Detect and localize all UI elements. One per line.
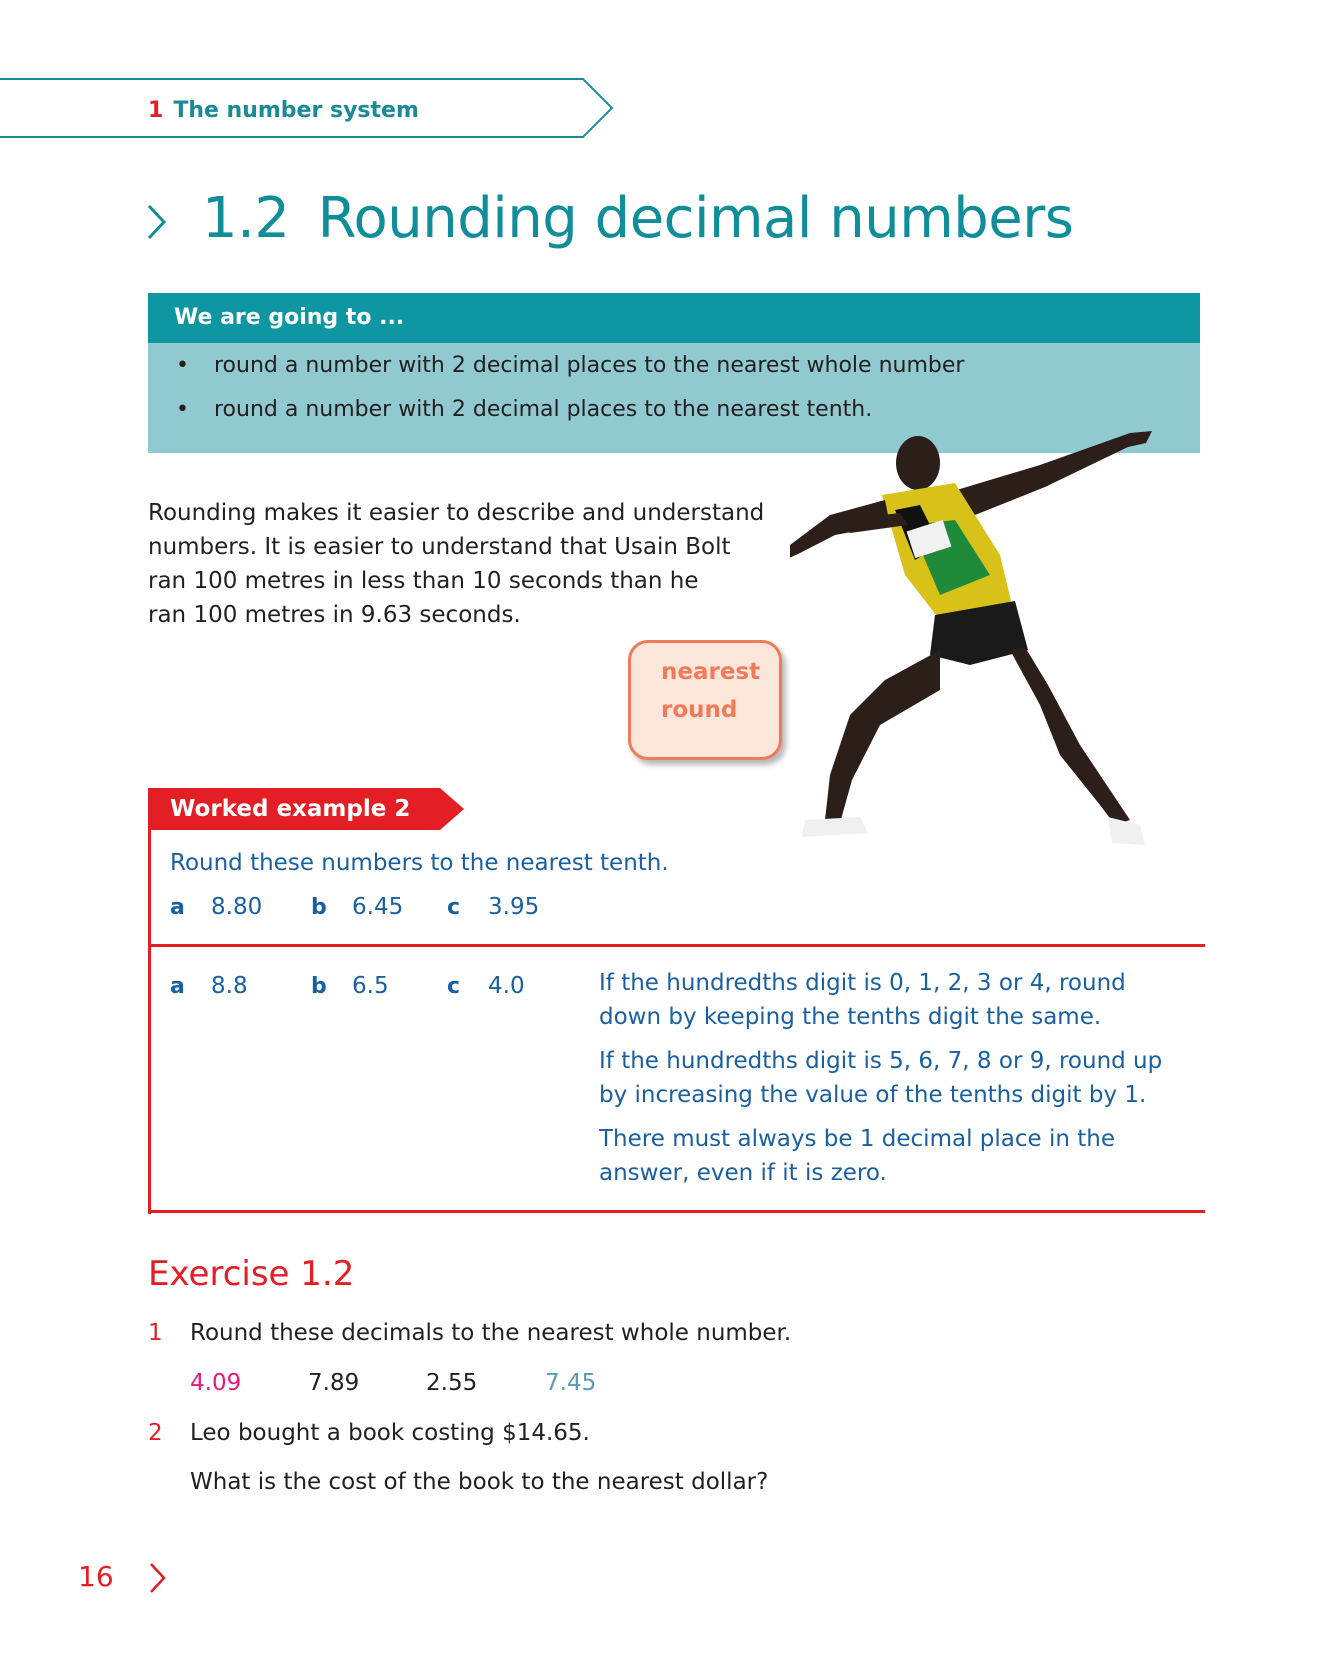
athlete-photo xyxy=(790,425,1200,885)
keywords-box xyxy=(628,640,782,760)
section-title xyxy=(202,186,1073,251)
section-number: 1.2 xyxy=(202,186,290,251)
answer-value: 4.0 xyxy=(488,973,525,999)
answer-letter: b xyxy=(311,974,327,999)
worked-example-divider xyxy=(148,944,1205,947)
note-line: If the hundredths digit is 5, 6, 7, 8 or 9, round up xyxy=(599,1048,1163,1074)
question-text: Leo bought a book costing $14.65. xyxy=(190,1420,590,1446)
intro-line: ran 100 metres in less than 10 seconds than he xyxy=(148,568,699,594)
note-line: There must always be 1 decimal place in the xyxy=(599,1126,1115,1152)
intro-line: numbers. It is easier to understand that Usain Bolt xyxy=(148,534,731,560)
question-text: Round these decimals to the nearest whole number. xyxy=(190,1320,792,1346)
chapter-heading xyxy=(148,98,419,123)
keyword: nearest xyxy=(661,659,761,685)
decimal-value: 2.55 xyxy=(426,1370,478,1396)
question-followup: What is the cost of the book to the nearest dollar? xyxy=(190,1469,769,1495)
section-title-text: Rounding decimal numbers xyxy=(317,186,1074,251)
answer-value: 8.8 xyxy=(211,973,248,999)
decimal-value: 7.45 xyxy=(545,1370,597,1396)
bullet-icon: • xyxy=(176,353,189,378)
chapter-number: 1 xyxy=(148,98,164,123)
explanation-note xyxy=(599,1122,1199,1190)
part-value: 3.95 xyxy=(488,894,540,920)
explanation-note xyxy=(599,1044,1199,1112)
worked-example-title: Worked example 2 xyxy=(170,796,411,822)
part-letter: c xyxy=(447,895,461,920)
keyword: round xyxy=(661,697,738,723)
objective-text: round a number with 2 decimal places to the nearest whole number xyxy=(214,353,965,378)
decimal-value: 7.89 xyxy=(308,1370,360,1396)
chevron-right-icon xyxy=(146,203,168,241)
worked-example-question: Round these numbers to the nearest tenth. xyxy=(170,850,669,876)
note-line: If the hundredths digit is 0, 1, 2, 3 or 4, round xyxy=(599,970,1126,996)
chapter-title: The number system xyxy=(173,98,419,123)
intro-line: ran 100 metres in 9.63 seconds. xyxy=(148,602,521,628)
answer-letter: a xyxy=(170,974,185,999)
part-letter: a xyxy=(170,895,185,920)
page-number: 16 xyxy=(78,1560,114,1593)
worked-example-bottom-border xyxy=(148,1210,1205,1213)
explanation-note xyxy=(599,966,1199,1034)
intro-line: Rounding makes it easier to describe and understand xyxy=(148,500,765,526)
answer-letter: c xyxy=(447,974,461,999)
intro-paragraph xyxy=(148,496,798,632)
bullet-icon: • xyxy=(176,397,189,422)
objectives-title: We are going to ... xyxy=(174,305,405,330)
objective-item xyxy=(176,353,964,378)
question-number: 1 xyxy=(148,1320,163,1346)
question-number: 2 xyxy=(148,1420,163,1446)
objective-text: round a number with 2 decimal places to the nearest tenth. xyxy=(214,397,873,422)
objective-item xyxy=(176,397,872,422)
chevron-right-icon xyxy=(148,1561,168,1595)
part-letter: b xyxy=(311,895,327,920)
part-value: 6.45 xyxy=(352,894,404,920)
exercise-title: Exercise 1.2 xyxy=(148,1254,355,1294)
note-line: by increasing the value of the tenths digit by 1. xyxy=(599,1082,1147,1108)
decimal-value: 4.09 xyxy=(190,1370,242,1396)
part-value: 8.80 xyxy=(211,894,263,920)
note-line: answer, even if it is zero. xyxy=(599,1160,887,1186)
answer-value: 6.5 xyxy=(352,973,389,999)
note-line: down by keeping the tenths digit the same. xyxy=(599,1004,1102,1030)
